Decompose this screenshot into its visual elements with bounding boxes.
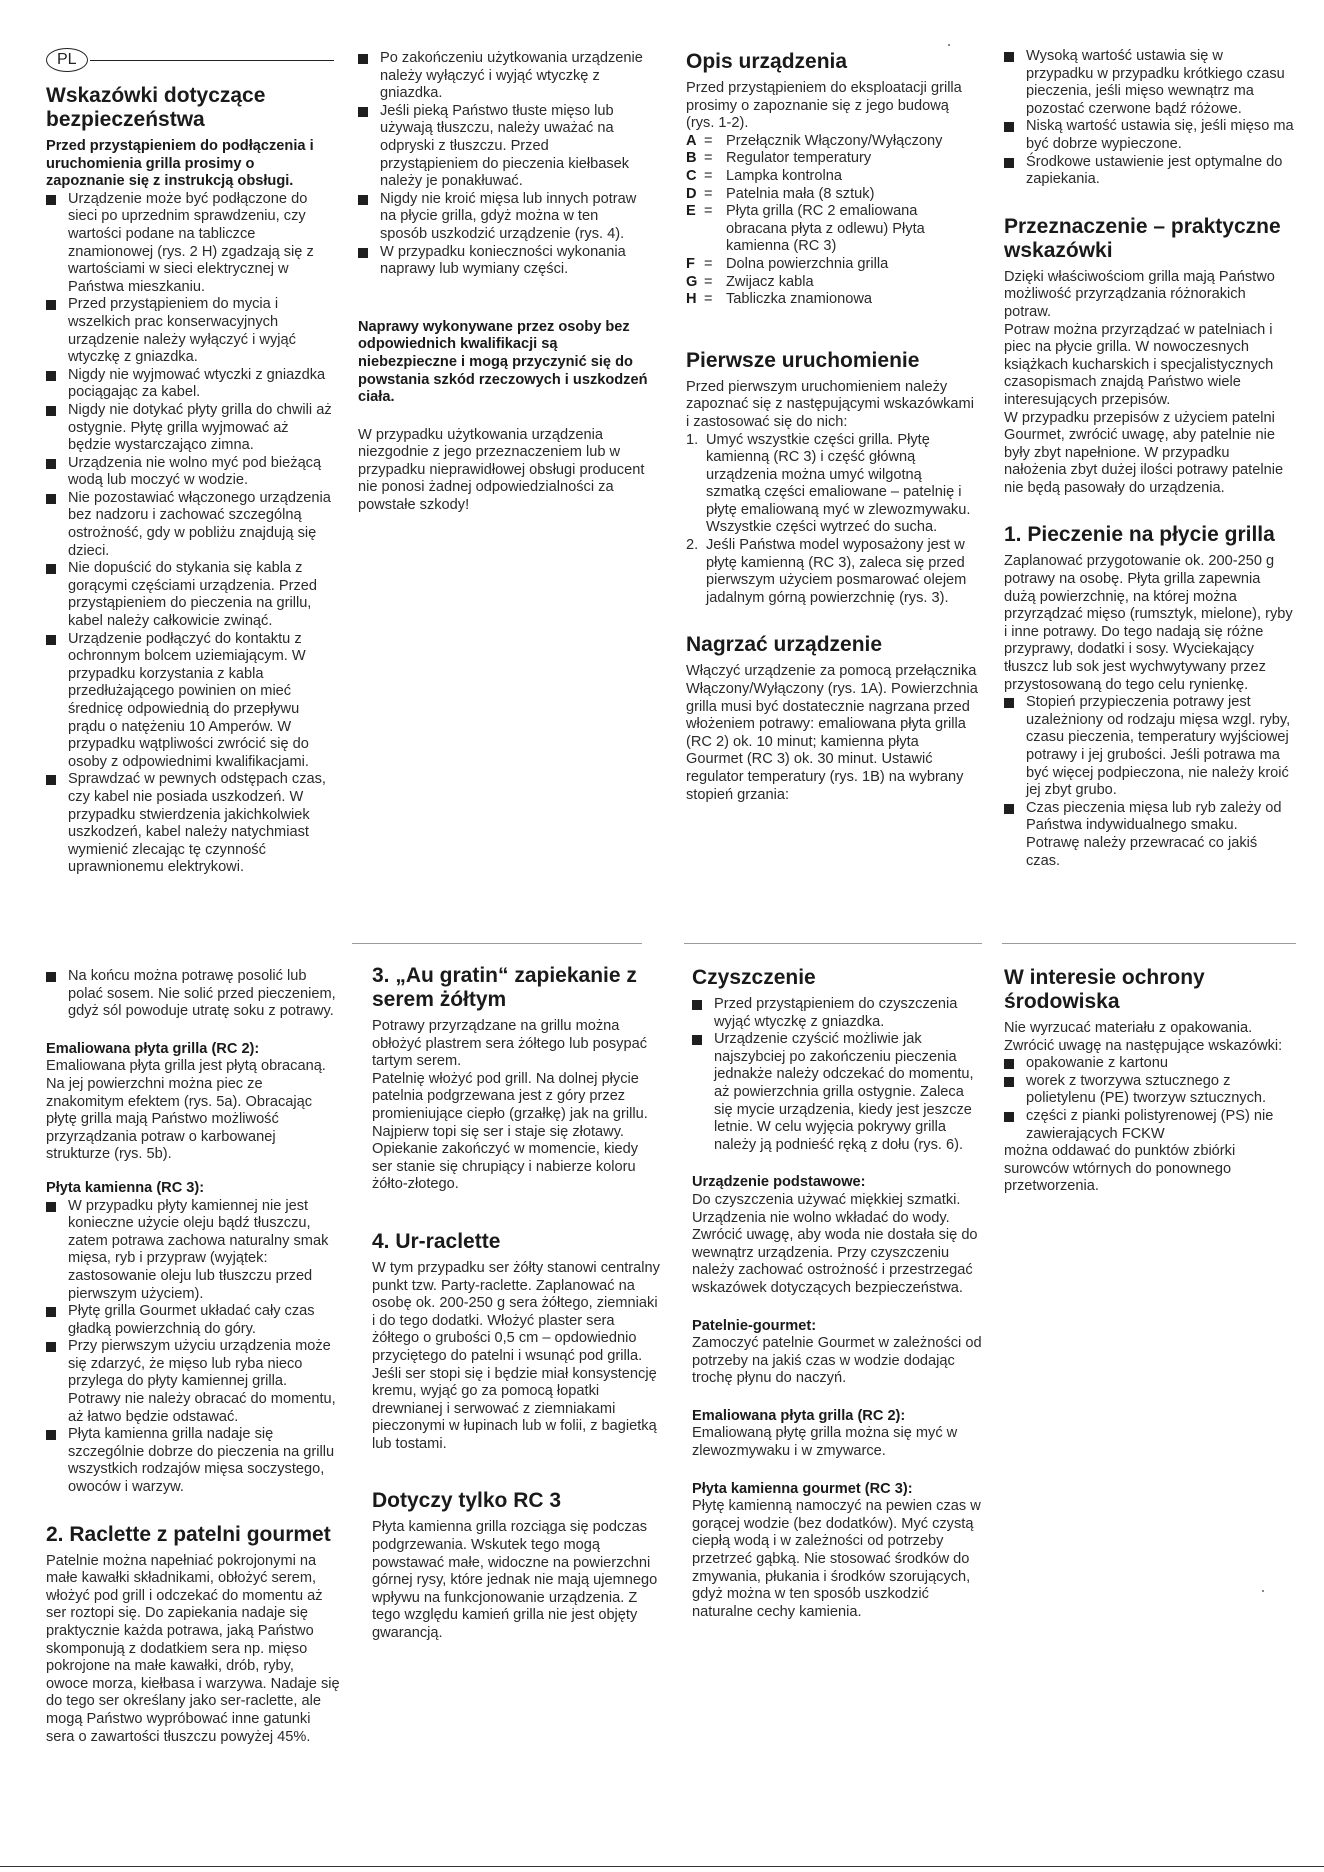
list-item: Po zakończeniu użytkowania urządzenie należy wyłączyć i wyjąć wtyczkę z gniazdka.	[358, 50, 648, 103]
rc3-title: Dotyczy tylko RC 3	[372, 1489, 562, 1513]
cleaning-title: Czyszczenie	[692, 966, 816, 989]
safety-continued-column	[358, 50, 648, 515]
bullet-square-icon	[46, 1430, 56, 1440]
list-item: Niską wartość ustawia się, jeśli mięso ma być dobrze wypieczone.	[1004, 118, 1294, 153]
environment-column	[1004, 966, 1294, 1196]
list-item: Płyta kamienna grilla nadaje się szczególnie dobrze do pieczenia na grillu wszystkich rodzajów mięsa soczystego, owoców i warzyw.	[46, 1426, 340, 1496]
legend-row: H = Tabliczka znamionowa	[686, 291, 873, 308]
legend-row: D = Patelnia mała (8 sztuk)	[686, 185, 875, 202]
stone-clean-text: Płytę kamienną namoczyć na pewien czas w gorącej wodzie (bez dodatków). Myć czystą ciepłą wodą i w zależności od potrzeby przetrzeć gąbką. Nie stosować środków do zmywania, płukania i środków szorujących, gdyż można w ten sposób uszkodzić naturalne cechy kamienia.	[692, 1498, 981, 1620]
legend-row: E = Płyta grilla (RC 2 emaliowana obracana płyta z odlewu) Płyta kamienna (RC 3)	[686, 203, 925, 255]
language-header	[46, 48, 334, 72]
bullet-square-icon	[1004, 158, 1014, 168]
rc3-text: Płyta kamienna grilla rozciąga się podczas podgrzewania. Wskutek tego mogą powstawać małe, widoczne na powierzchni górnej rysy, które jednak nie mają ujemnego wpływu na funkcjonowanie urządzenia. Z tego względu kamień grilla nie jest objęty gwarancją.	[372, 1519, 658, 1642]
preheat-text: Włączyć urządzenie za pomocą przełącznika Włączony/Wyłączony (rys. 1A). Powierzchnia grilla musi być dostatecznie nagrzana przed włożeniem potrawy: emaliowana płyta grilla (RC 2) ok. 10 minut; kamienna płyta Gourmet (RC 3) ok. 30 minut. Ustawić regulator temperatury (rys. 1B) na wybrany stopień grzania:	[686, 663, 978, 803]
gourmet-pans-title: Patelnie-gourmet:	[692, 1317, 817, 1334]
bullet-square-icon	[358, 107, 368, 117]
raclette-title: 2. Raclette z patelni gourmet	[46, 1522, 331, 1546]
bullet-square-icon	[46, 459, 56, 469]
bullet-square-icon	[1004, 122, 1014, 132]
list-item: Nie dopuścić do stykania się kabla z gorącymi częściami urządzenia. Przed przystąpieniem do pieczenia na grillu, kabel należy całkowicie zwinąć.	[46, 560, 334, 630]
list-item: Środkowe ustawienie jest optymalne do zapiekania.	[1004, 154, 1294, 189]
bullet-square-icon	[46, 1307, 56, 1317]
safety-intro: Przed przystąpieniem do podłączenia i uruchomienia grilla prosimy o zapoznanie się z instrukcją obsługi.	[46, 138, 314, 190]
list-item: Urządzenie czyścić możliwie jak najszybciej po zakończeniu pieczenia jednakże należy odczekać do momentu, aż powierzchnia grilla ostygnie. Zaleca się mycie urządzenia, kiedy jest jeszcze letnie. W celu wyjęcia pokrywy grilla należy ją podnieść ręką z dołu (rys. 6).	[692, 1031, 982, 1154]
base-unit-title: Urządzenie podstawowe:	[692, 1174, 866, 1191]
bullet-square-icon	[1004, 1112, 1014, 1122]
bullet-square-icon	[46, 1202, 56, 1212]
cleaning-column	[692, 966, 982, 1621]
first-use-steps	[686, 432, 978, 608]
bullet-square-icon	[46, 1342, 56, 1352]
description-column	[686, 50, 978, 804]
stone-plate-list	[46, 1198, 340, 1497]
list-item: Urządzenie podłączyć do kontaktu z ochronnym bolcem uziemiającym. W przypadku korzystania z kabla przedłużającego powinien on mieć średnicę odpowiednią do przepływu prądu o natężeniu 10 Amperów. W przypadku wątpliwości zwrócić się do osoby z odpowiednimi kwalifikacjami.	[46, 631, 334, 772]
list-item: Czas pieczenia mięsa lub ryb zależy od Państwa indywidualnego smaku. Potrawę należy przewracać co jakiś czas.	[1004, 800, 1294, 870]
liability-note: W przypadku użytkowania urządzenia niezgodnie z jego przeznaczeniem lub w przypadku nieprawidłowej obsługi producent nie ponosi żadnej odpowiedzialności za powstałe szkody!	[358, 426, 645, 514]
section-divider	[684, 943, 982, 944]
gratin-column	[372, 964, 662, 1643]
environment-title: W interesie ochrony środowiska	[1004, 966, 1205, 1013]
seasoning-list	[46, 968, 340, 1021]
bullet-square-icon	[46, 195, 56, 205]
bullet-square-icon	[46, 775, 56, 785]
enamel-plate-title: Emaliowana płyta grilla (RC 2):	[46, 1040, 260, 1057]
section-divider	[1002, 943, 1296, 944]
legend-row: C = Lampka kontrolna	[686, 167, 843, 184]
bullet-square-icon	[46, 406, 56, 416]
bullet-square-icon	[1004, 1059, 1014, 1069]
language-badge: PL	[46, 48, 88, 72]
list-item: Urządzenia nie wolno myć pod bieżącą wodą lub moczyć w wodzie.	[46, 455, 334, 490]
list-item: Na końcu można potrawę posolić lub polać sosem. Nie solić przed pieczeniem, gdyż sól powoduje utratę soku z potrawy.	[46, 968, 340, 1021]
bullet-square-icon	[358, 195, 368, 205]
grill-baking-text: Zaplanować przygotowanie ok. 200-250 g potrawy na osobę. Płyta grilla zapewnia dużą powierzchnię, na której można przyrządzać mięso (rumsztyk, mielone), ryby i inne potrawy. Do tego nadają się różne przyprawy, dodatki i sosy. Wyciekający tłuszcz lub sok jest wychwytywany przez przystosowaną do tego celu rynienkę.	[1004, 553, 1293, 693]
raclette-text: Patelnie można napełniać pokrojonymi na małe kawałki składnikami, obłożyć serem, włożyć pod grill i odczekać do momentu aż ser roztopi się. Do zapiekania nadaje się praktycznie każda potrawa, jaką Państwo skomponują z dodatkiem sera np. mięso pokrojone na małe kawałki, drób, ryby, owoce morza, kiełbasa i warzywa. Nadaje się do tego ser określany jako ser-raclette, ale mogą Państwo wypróbować inne gatunki sera o zawartości tłuszczu powyżej 45%.	[46, 1552, 340, 1745]
legend-row: G = Zwijacz kabla	[686, 273, 814, 290]
gratin-paragraph: Potrawy przyrządzane na grillu można obłożyć plastrem sera żółtego lub posypać tartym serem.	[372, 1018, 647, 1070]
bullet-square-icon	[46, 494, 56, 504]
bullet-square-icon	[1004, 52, 1014, 62]
enamel-clean-text: Emaliowaną płytę grilla można się myć w zlewozmywaku i w zmywarce.	[692, 1425, 958, 1460]
page-bottom-rule	[0, 1866, 1324, 1867]
purpose-paragraph: Dzięki właściwościom grilla mają Państwo możliwość przyrządzania różnorakich potraw.	[1004, 268, 1275, 320]
list-item: Nigdy nie kroić mięsa lub innych potraw na płycie grilla, gdyż można w ten sposób uszkodzić urządzenie (rys. 4).	[358, 191, 648, 244]
description-title: Opis urządzenia	[686, 50, 848, 73]
cleaning-list	[692, 996, 982, 1154]
list-item: W przypadku płyty kamiennej nie jest konieczne użycie oleju bądź tłuszczu, zatem potrawa zachowa naturalny smak mięsa, ryb i przypraw (wyjątek: zastosowanie oleju lub tłuszczu przed pierwszym użyciem).	[46, 1198, 340, 1304]
list-item: Sprawdzać w pewnych odstępach czas, czy kabel nie posiada uszkodzeń. W przypadku stwierdzenia jakichkolwiek uszkodzeń, kabel należy natychmiast wymienić zlecając tę czynność uprawnionemu elektrykowi.	[46, 771, 334, 877]
list-item: Przed przystąpieniem do czyszczenia wyjąć wtyczkę z gniazdka.	[692, 996, 982, 1031]
bullet-square-icon	[46, 300, 56, 310]
list-item: Urządzenie może być podłączone do sieci po uprzednim sprawdzeniu, czy wartości podane na tabliczce znamionowej (rys. 2 H) zgadzają się z wartościami w sieci elektrycznej w Państwa mieszkaniu.	[46, 191, 334, 297]
stone-clean-title: Płyta kamienna gourmet (RC 3):	[692, 1480, 913, 1497]
scan-speck	[948, 44, 950, 46]
purpose-paragraph: Potraw można przyrządzać w patelniach i piec na płycie grilla. W nowoczesnych książkach kucharskich i specjalistycznych czasopismach znajdą Państwo wiele interesujących przepisów.	[1004, 321, 1274, 408]
bullet-square-icon	[692, 1035, 702, 1045]
legend-row: A = Przełącznik Włączony/Wyłączony	[686, 132, 943, 149]
safety-list	[46, 191, 334, 877]
list-item: 2. Jeśli Państwa model wyposażony jest w płytę kamienną (RC 3), zaleca się przed pierwszym użyciem posmarować olejem jadalnym górną powierzchnię (rys. 3).	[686, 537, 967, 606]
list-item: opakowanie z kartonu	[1004, 1055, 1294, 1073]
gratin-paragraph: Patelnię włożyć pod grill. Na dolnej płycie patelnia podgrzewana jest z góry przez promieniujące ciepło (grzałkę) jak na grillu. Najpierw topi się ser i staje się złotawy.	[372, 1070, 648, 1140]
first-use-title: Pierwsze uruchomienie	[686, 348, 920, 372]
grill-baking-list	[1004, 694, 1294, 870]
safety-list-continued	[358, 50, 648, 279]
list-item: Płytę grilla Gourmet układać cały czas gładką powierzchnią do góry.	[46, 1303, 340, 1338]
list-item: Przed przystąpieniem do mycia i wszelkich prac konserwacyjnych urządzenie należy wyłączyć i wyjąć wtyczkę z gniazdka.	[46, 296, 334, 366]
grill-baking-title: 1. Pieczenie na płycie grilla	[1004, 523, 1275, 547]
list-item: Nigdy nie dotykać płyty grilla do chwili aż ostygnie. Płytę grilla wyjmować aż będzie wystarczająco zimna.	[46, 402, 334, 455]
parts-legend	[686, 133, 978, 309]
ur-raclette-text: W tym przypadku ser żółty stanowi centralny punkt tzw. Party-raclette. Zaplanować na osobę ok. 200-250 g sera żółtego, ziemniaki i do tego dodatki. Włożyć plaster sera żółtego o grubości 0,5 cm – opdowiednio przyciętego do patelni i wsunąć pod grilla. Jeśli ser stopi się i będzie miał konsystencję kremu, wyjąć go za pomocą łopatki drewnianej i serwować z ziemniakami pieczonymi w łupinach lub w folii, z bagietką lub tostami.	[372, 1259, 660, 1452]
list-item: W przypadku konieczności wykonania naprawy lub wymiany części.	[358, 244, 648, 279]
bullet-square-icon	[692, 1000, 702, 1010]
repair-warning: Naprawy wykonywane przez osoby bez odpowiednich kwalifikacji są niebezpieczne i mogą przyczynić się do powstania szkód rzeczowych i uszkodzeń ciała.	[358, 318, 648, 406]
list-item: Jeśli pieką Państwo tłuste mięso lub używają tłuszczu, należy uważać na odpryski z tłuszczu. Przed przystąpieniem do pieczenia kiełbasek należy je ponakłuwać.	[358, 103, 648, 191]
bullet-square-icon	[358, 54, 368, 64]
list-item: 1. Umyć wszystkie części grilla. Płytę kamienną (RC 3) i część główną urządzenia można umyć wilgotną szmatką części emaliowane – patelnię i płytę emaliowaną myć w zlewozmywaku. Wszystkie części wytrzeć do sucha.	[686, 431, 971, 536]
legend-row: F = Dolna powierzchnia grilla	[686, 255, 889, 272]
bullet-square-icon	[1004, 1077, 1014, 1087]
ur-raclette-title: 4. Ur-raclette	[372, 1229, 501, 1253]
safety-column	[46, 48, 334, 877]
list-item: części z pianki polistyrenowej (PS) nie zawierających FCKW	[1004, 1108, 1294, 1143]
stone-plate-title: Płyta kamienna (RC 3):	[46, 1179, 205, 1196]
section-divider	[352, 943, 642, 944]
temperature-list	[1004, 48, 1294, 189]
grill-plates-column	[46, 968, 340, 1746]
enamel-clean-title: Emaliowana płyta grilla (RC 2):	[692, 1407, 906, 1424]
bullet-square-icon	[1004, 804, 1014, 814]
bullet-square-icon	[46, 371, 56, 381]
first-use-intro: Przed pierwszym uruchomieniem należy zapoznać się z następującymi wskazówkami i zastosować się do nich:	[686, 378, 974, 430]
list-item: worek z tworzywa sztucznego z polietylenu (PE) tworzyw sztucznych.	[1004, 1073, 1294, 1108]
list-item: Nie pozostawiać włączonego urządzenia bez nadzoru i zachować szczególną ostrożność, gdy w pobliżu znajdują się dzieci.	[46, 490, 334, 560]
bullet-square-icon	[46, 972, 56, 982]
gourmet-pans-text: Zamoczyć patelnie Gourmet w zależności od potrzeby na jakiś czas w wodzie dodając trochę płynu do naczyń.	[692, 1335, 982, 1387]
environment-intro: Nie wyrzucać materiału z opakowania. Zwrócić uwagę na następujące wskazówki:	[1004, 1020, 1283, 1054]
safety-title: Wskazówki dotyczące bezpieczeństwa	[46, 84, 266, 131]
enamel-plate-text: Emaliowana płyta grilla jest płytą obracaną. Na jej powierzchni można piec ze znakomitym efektem (rys. 5a). Obracając płytę grilla mają Państwo możliwość przyrządzania potraw o karbowanej strukturze (rys. 5b).	[46, 1058, 326, 1163]
purpose-title: Przeznaczenie – praktyczne wskazówki	[1004, 214, 1281, 262]
preheat-title: Nagrzać urządzenie	[686, 633, 883, 657]
list-item: Wysoką wartość ustawia się w przypadku w przypadku krótkiego czasu pieczenia, jeśli mięso wewnątrz ma pozostać czerwone bądź różowe.	[1004, 48, 1294, 118]
environment-list	[1004, 1055, 1294, 1143]
list-item: Nigdy nie wyjmować wtyczki z gniazdka pociągając za kabel.	[46, 367, 334, 402]
legend-row: B = Regulator temperatury	[686, 150, 872, 167]
gratin-title: 3. „Au gratin“ zapiekanie z serem żółtym	[372, 964, 637, 1011]
header-rule	[90, 60, 334, 61]
scan-speck	[1262, 1590, 1264, 1592]
environment-outro: można oddawać do punktów zbiórki surowców wtórnych do ponownego przetworzenia.	[1004, 1143, 1236, 1195]
purpose-paragraph: W przypadku przepisów z użyciem patelni Gourmet, zwrócić uwagę, aby patelnie nie były zbyt napełnione. W przypadku nałożenia zbyt dużej ilości potrawy patelnie nie będą pasowały do urządzenia.	[1004, 409, 1284, 496]
base-unit-text: Do czyszczenia używać miękkiej szmatki. Urządzenia nie wolno wkładać do wody. Zwrócić uwagę, aby woda nie dostała się do wewnątrz urządzenia. Przy czyszczeniu należy zachować ostrożność i przestrzegać wskazówek dotyczących bezpieczeństwa.	[692, 1191, 978, 1296]
bullet-square-icon	[46, 635, 56, 645]
list-item: Przy pierwszym użyciu urządzenia może się zdarzyć, że mięso lub ryba nieco przylega do płyty kamiennej grilla. Potrawy nie należy obracać do momentu, aż łatwo będzie odstawać.	[46, 1338, 340, 1426]
bullet-square-icon	[46, 564, 56, 574]
gratin-paragraph: Opiekanie zakończyć w momencie, kiedy ser stanie się chrupiący i nabierze koloru żółto-złotego.	[372, 1141, 639, 1193]
description-intro: Przed przystąpieniem do eksploatacji grilla prosimy o zapoznanie się z jego budową (rys. 1-2).	[686, 80, 962, 132]
purpose-column	[1004, 48, 1294, 870]
list-item: Stopień przypieczenia potrawy jest uzależniony od rodzaju mięsa wzgl. ryby, czasu pieczenia, temperatury wyjściowej potrawy i jej grubości. Jeśli potrawa ma być więcej podpieczona, nie należy kroić jej zbyt grubo.	[1004, 694, 1294, 800]
bullet-square-icon	[358, 248, 368, 258]
bullet-square-icon	[1004, 698, 1014, 708]
